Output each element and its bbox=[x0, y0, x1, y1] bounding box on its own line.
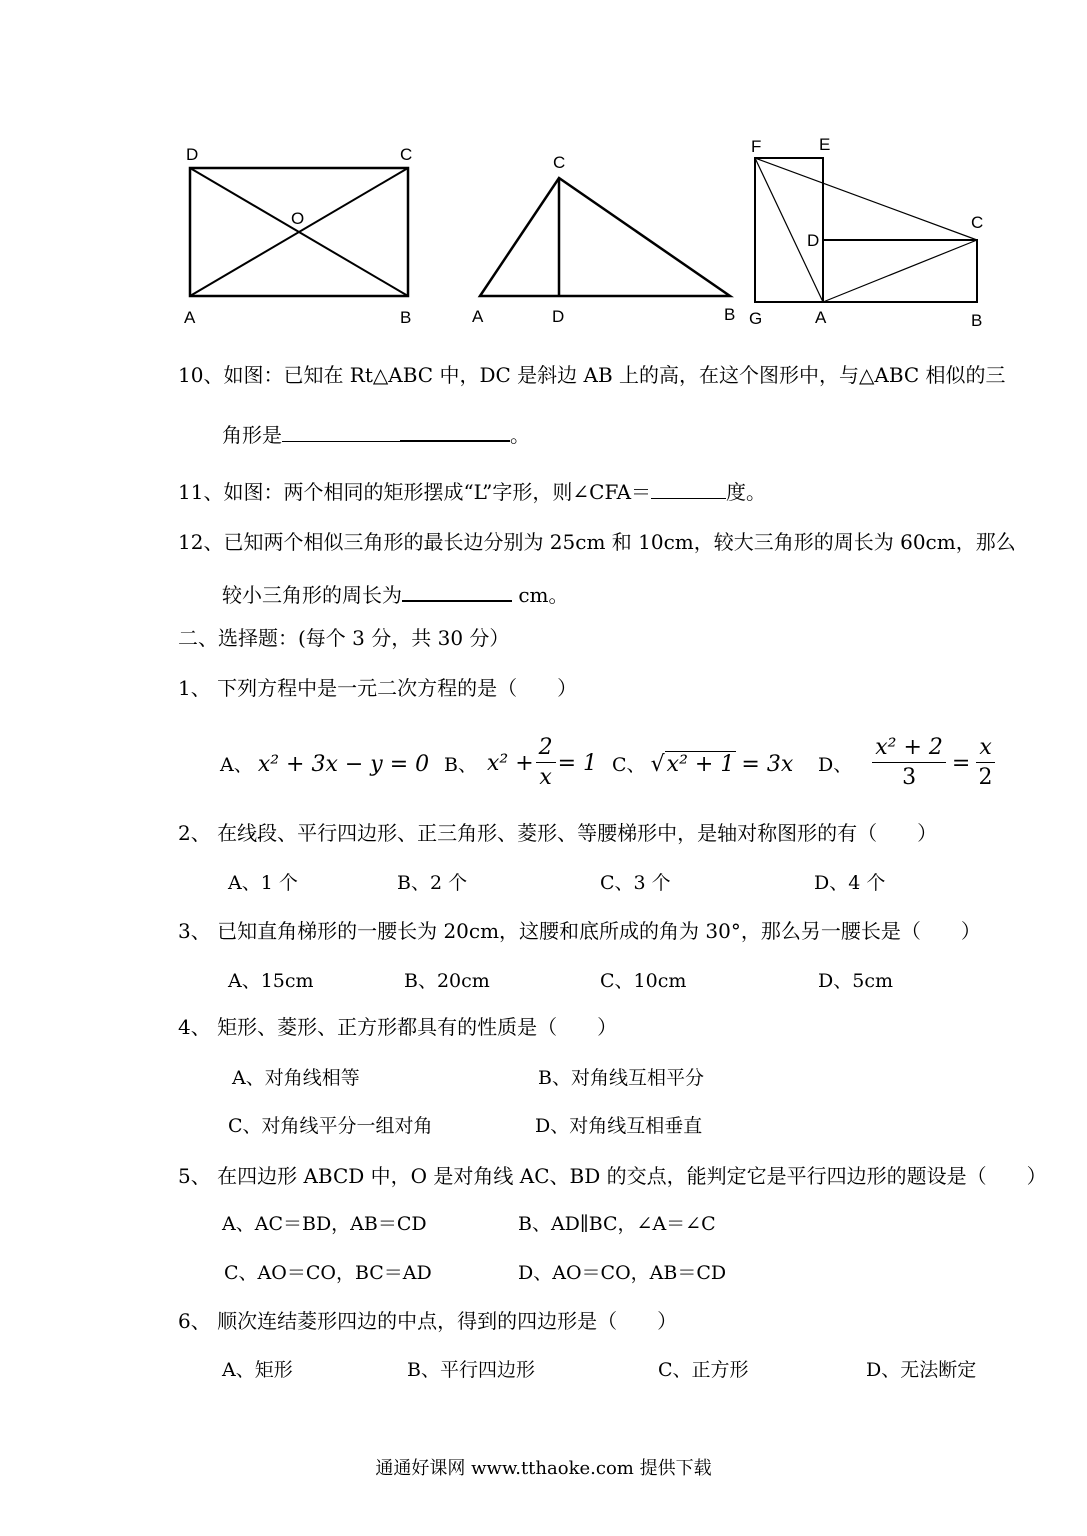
question-12-line1 bbox=[178, 530, 1016, 554]
option-d-denominator-right: 2 bbox=[978, 764, 993, 790]
label-o: O bbox=[291, 209, 305, 228]
option-b-denominator: x bbox=[539, 764, 552, 790]
choice-1-option-a[interactable] bbox=[220, 750, 429, 777]
choice-5-stem: 5、 在四边形 ABCD 中，O 是对角线 AC、BD 的交点，能判定它是平行四边形的题设是（ ） bbox=[178, 1164, 1047, 1188]
choice-2-stem: 2、 在线段、平行四边形、正三角形、菱形、等腰梯形中，是轴对称图形的有（ ） bbox=[178, 821, 938, 845]
choice-4-option-a[interactable]: A、对角线相等 bbox=[232, 1067, 360, 1089]
choice-4-stem: 4、 矩形、菱形、正方形都具有的性质是（ ） bbox=[178, 1015, 618, 1039]
choice-2-option-b[interactable]: B、2 个 bbox=[397, 872, 468, 894]
label-g: G bbox=[749, 309, 763, 328]
figure-rectangle bbox=[170, 130, 430, 334]
question-12-suffix: cm。 bbox=[512, 583, 569, 607]
label-c: C bbox=[971, 213, 984, 232]
choice-6-option-c[interactable]: C、正方形 bbox=[658, 1359, 749, 1381]
rectangle-diagram bbox=[170, 130, 430, 330]
label-c: C bbox=[553, 153, 566, 172]
answer-blank-10b[interactable] bbox=[400, 420, 510, 442]
choice-2-option-c[interactable]: C、3 个 bbox=[600, 872, 671, 894]
choice-6-stem: 6、 顺次连结菱形四边的中点，得到的四边形是（ ） bbox=[178, 1309, 678, 1333]
choice-5-option-d[interactable]: D、AO＝CO，AB＝CD bbox=[518, 1262, 727, 1284]
option-b-post: = 1 bbox=[557, 750, 598, 776]
label-a: A bbox=[472, 307, 484, 326]
figure-triangle bbox=[465, 130, 755, 334]
answer-blank-12[interactable] bbox=[402, 580, 512, 602]
option-c-radicand: x² + 1 bbox=[666, 752, 735, 777]
option-d-numerator-right: x bbox=[976, 734, 994, 763]
option-b-pre: x² + bbox=[486, 750, 534, 776]
answer-blank-10a[interactable] bbox=[282, 421, 400, 442]
choice-1-stem: 1、 下列方程中是一元二次方程的是（ ） bbox=[178, 676, 578, 700]
option-d-numerator-left: x² + 2 bbox=[872, 734, 946, 763]
question-10-suffix: 。 bbox=[510, 423, 530, 447]
choice-5-option-c[interactable]: C、AO＝CO，BC＝AD bbox=[224, 1262, 432, 1284]
choice-6-option-a[interactable]: A、矩形 bbox=[222, 1359, 293, 1381]
choice-4-option-c[interactable]: C、对角线平分一组对角 bbox=[228, 1115, 433, 1137]
option-c-post: = 3x bbox=[741, 752, 794, 777]
label-d: D bbox=[552, 307, 565, 326]
choice-4-option-b[interactable]: B、对角线互相平分 bbox=[538, 1067, 704, 1089]
label-b: B bbox=[400, 308, 412, 327]
choice-3-stem: 3、 已知直角梯形的一腰长为 20cm，这腰和底所成的角为 30°，那么另一腰长是（ ） bbox=[178, 919, 981, 943]
choice-4-option-d[interactable]: D、对角线互相垂直 bbox=[535, 1115, 703, 1137]
choice-1-option-d[interactable] bbox=[818, 730, 997, 796]
section-2-heading: 二、选择题：(每个 3 分，共 30 分） bbox=[178, 626, 510, 650]
question-11 bbox=[178, 478, 766, 504]
option-a-expr: x² + 3x − y = 0 bbox=[257, 752, 430, 777]
question-12-prefix: 较小三角形的周长为 bbox=[222, 583, 402, 607]
label-e: E bbox=[819, 135, 831, 154]
segment-ac bbox=[823, 240, 977, 302]
sqrt-icon: √ bbox=[650, 752, 665, 777]
question-12-text: 12、已知两个相似三角形的最长边分别为 25cm 和 10cm，较大三角形的周长为 60cm，那么 bbox=[178, 530, 1016, 554]
label-c: C bbox=[400, 145, 413, 164]
figure-l-shape bbox=[745, 130, 1005, 344]
option-d-equals: = bbox=[951, 750, 971, 776]
choice-2-option-d[interactable]: D、4 个 bbox=[814, 872, 886, 894]
choice-6-option-b[interactable]: B、平行四边形 bbox=[407, 1359, 535, 1381]
option-d-fraction-right bbox=[976, 734, 994, 793]
choice-1-options bbox=[220, 728, 1000, 798]
option-b-fraction bbox=[536, 734, 556, 793]
question-11-suffix: 度。 bbox=[726, 480, 767, 504]
question-12-line2 bbox=[222, 580, 569, 607]
choice-1-option-c[interactable] bbox=[612, 750, 793, 777]
choice-3-option-a[interactable]: A、15cm bbox=[228, 970, 314, 992]
question-10-line1 bbox=[178, 363, 1006, 387]
question-10-line2 bbox=[222, 420, 530, 447]
choice-1-option-b[interactable] bbox=[444, 730, 597, 796]
option-d-label: D、 bbox=[818, 753, 853, 776]
label-a: A bbox=[815, 308, 827, 327]
choice-3-option-c[interactable]: C、10cm bbox=[600, 970, 687, 992]
option-d-fraction-left bbox=[872, 734, 946, 793]
option-a-label: A、 bbox=[220, 754, 253, 776]
option-b-numerator: 2 bbox=[536, 734, 556, 763]
choice-6-option-d[interactable]: D、无法断定 bbox=[866, 1359, 977, 1381]
option-b-label: B、 bbox=[444, 753, 477, 776]
option-d-denominator-left: 3 bbox=[902, 764, 917, 790]
choice-3-option-d[interactable]: D、5cm bbox=[818, 970, 893, 992]
label-b: B bbox=[971, 311, 983, 330]
triangle-abc bbox=[480, 178, 730, 296]
page-footer: 通通好课网 www.tthaoke.com 提供下载 bbox=[375, 1458, 712, 1479]
question-10-prefix: 角形是 bbox=[222, 423, 282, 447]
answer-blank-11[interactable] bbox=[651, 478, 726, 499]
choice-5-option-b[interactable]: B、AD∥BC，∠A＝∠C bbox=[518, 1213, 716, 1235]
label-b: B bbox=[724, 305, 736, 324]
question-10-text: 10、如图：已知在 Rt△ABC 中，DC 是斜边 AB 上的高，在这个图形中，与△ABC 相似的三 bbox=[178, 363, 1006, 387]
label-a: A bbox=[184, 308, 196, 327]
l-shape-diagram bbox=[745, 130, 1005, 340]
choice-5-option-a[interactable]: A、AC＝BD，AB＝CD bbox=[222, 1213, 427, 1235]
label-f: F bbox=[751, 137, 762, 156]
label-d: D bbox=[807, 231, 820, 250]
choice-3-option-b[interactable]: B、20cm bbox=[404, 970, 490, 992]
option-c-label: C、 bbox=[612, 754, 646, 776]
triangle-diagram bbox=[465, 130, 755, 330]
choice-2-option-a[interactable]: A、1 个 bbox=[228, 872, 298, 894]
question-11-prefix: 11、如图：两个相同的矩形摆成“L”字形，则∠CFA＝ bbox=[178, 480, 652, 504]
label-d: D bbox=[186, 145, 199, 164]
